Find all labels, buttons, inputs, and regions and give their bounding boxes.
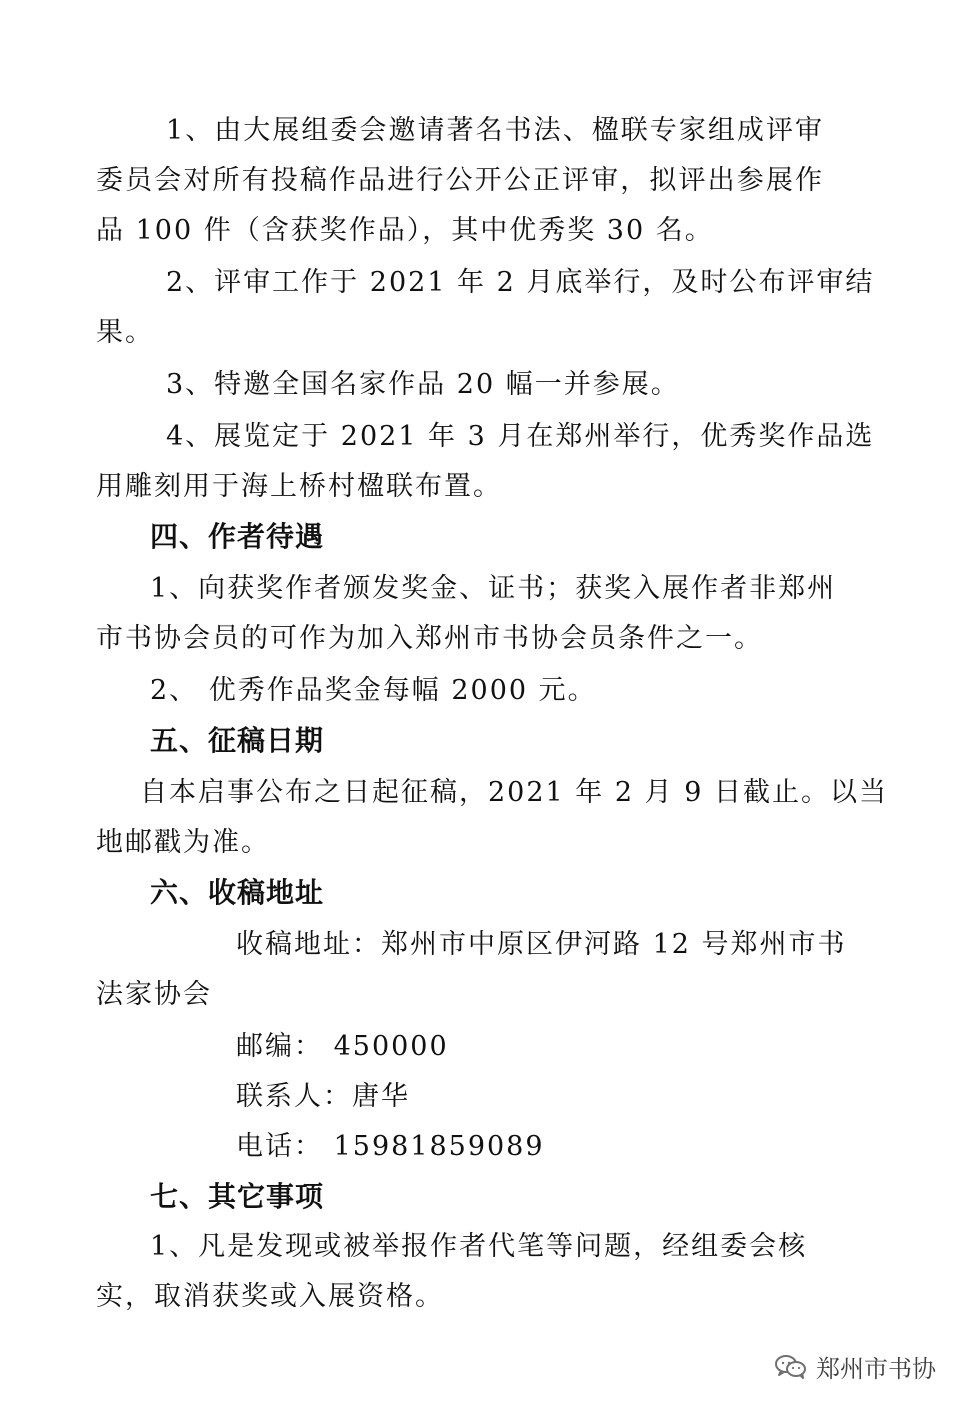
section-heading-submission-date: 五、征稿日期: [150, 724, 325, 757]
document-line: 法家协会: [96, 979, 212, 1010]
document-line: 果。: [96, 317, 154, 348]
watermark-text: 郑州市书协: [816, 1355, 936, 1383]
phone-line: 电话： 15981859089: [236, 1131, 545, 1162]
document-line: 收稿地址：郑州市中原区伊河路 12 号郑州市书: [236, 929, 847, 960]
section-heading-address: 六、收稿地址: [150, 876, 325, 909]
source-watermark: [774, 1349, 936, 1384]
document-line: 市书协会员的可作为加入郑州市书协会员条件之一。: [96, 623, 763, 654]
document-line: 4、展览定于 2021 年 3 月在郑州举行，优秀奖作品选: [166, 421, 875, 452]
wechat-icon: [774, 1354, 808, 1380]
document-line: 实，取消获奖或入展资格。: [96, 1281, 444, 1312]
document-line: 3、特邀全国名家作品 20 幅一并参展。: [166, 369, 680, 400]
contact-person-line: 联系人：唐华: [236, 1081, 410, 1112]
section-heading-other-matters: 七、其它事项: [150, 1180, 325, 1213]
section-heading-author-benefits: 四、作者待遇: [150, 520, 325, 553]
document-line: 用雕刻用于海上桥村楹联布置。: [96, 471, 502, 502]
document-line: 品 100 件（含获奖作品），其中优秀奖 30 名。: [96, 215, 714, 246]
document-line: 2、 优秀作品奖金每幅 2000 元。: [150, 675, 597, 706]
document-line: 1、向获奖作者颁发奖金、证书；获奖入展作者非郑州: [150, 573, 837, 604]
document-line: 地邮戳为准。: [96, 827, 270, 858]
document-line: 2、评审工作于 2021 年 2 月底举行，及时公布评审结: [166, 267, 875, 298]
document-line: 自本启事公布之日起征稿，2021 年 2 月 9 日截止。以当: [140, 777, 888, 808]
postal-code-line: 邮编： 450000: [236, 1031, 449, 1062]
document-line: 1、由大展组委会邀请著名书法、楹联专家组成评审: [166, 115, 824, 146]
document-line: 1、凡是发现或被举报作者代笔等问题，经组委会核: [150, 1231, 808, 1262]
document-line: 委员会对所有投稿作品进行公开公正评审，拟评出参展作: [96, 165, 824, 196]
